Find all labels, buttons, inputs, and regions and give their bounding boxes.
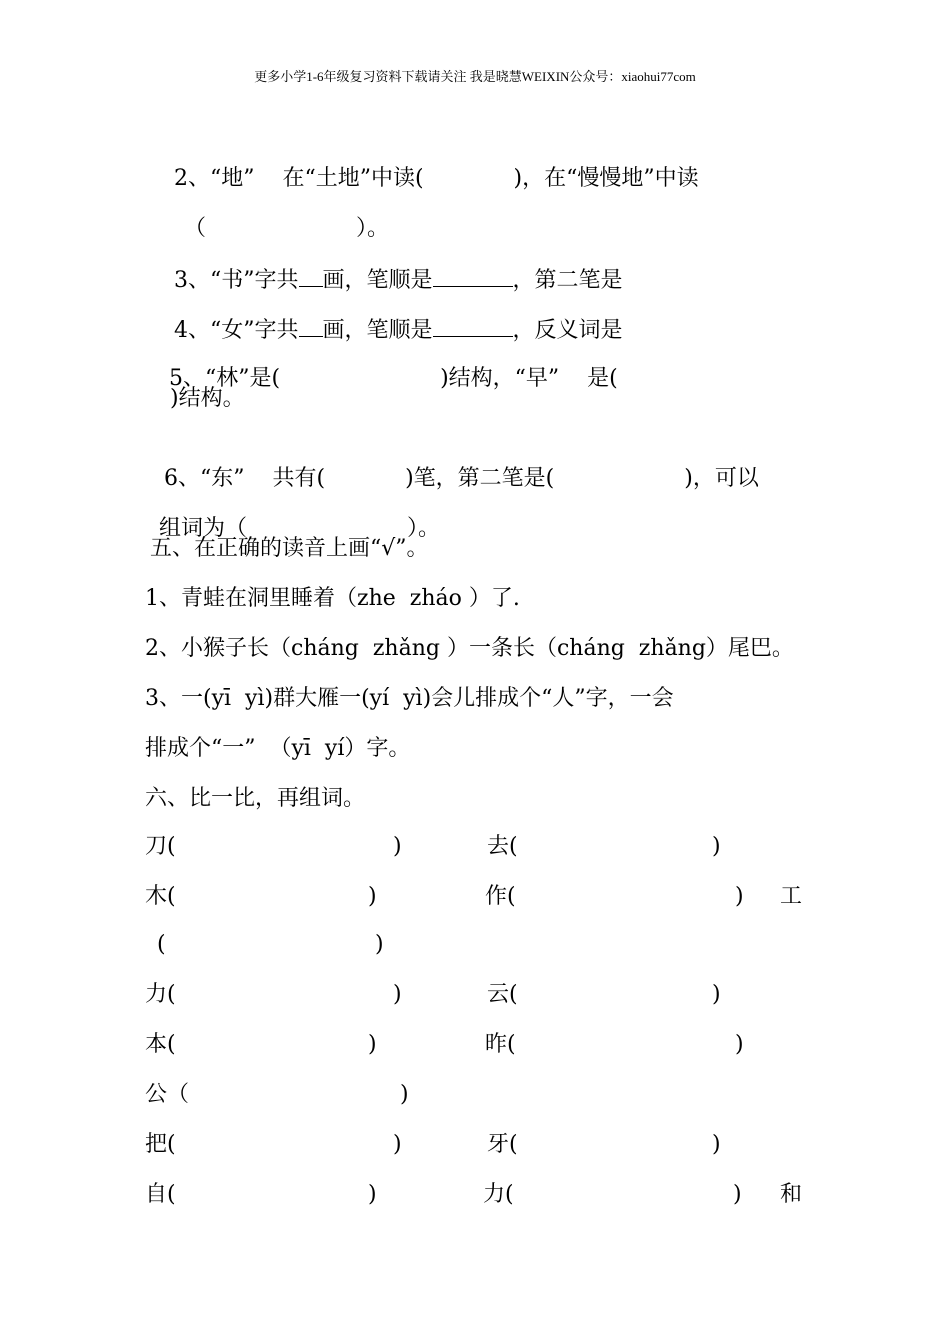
paren-close: ): [375, 932, 384, 957]
paren-close: ): [733, 1182, 742, 1207]
section-5-title: 五、在正确的读音上画“√”。: [150, 536, 429, 561]
paren-close: ): [393, 1132, 402, 1157]
paren-close: ）。: [356, 216, 390, 241]
word-item: 力(: [145, 982, 176, 1007]
word-item: 和: [780, 1182, 803, 1207]
question-3-text-b: 画，笔顺是: [322, 268, 433, 293]
paren-close: ): [712, 982, 721, 1007]
question-3-text-a: 3、“书”字共: [174, 268, 299, 293]
section-5-question-2: 2、小猴子长（cháng zhǎng ）一条长（cháng zhǎng）尾巴。: [145, 636, 794, 661]
paren-open: （: [184, 216, 207, 241]
question-3-text-c: ，第二笔是: [512, 268, 623, 293]
word-item: 工: [780, 884, 803, 909]
question-4-text-a: 4、“女”字共: [174, 318, 299, 343]
word-item: 昨(: [485, 1032, 516, 1057]
paren-close: ): [712, 834, 721, 859]
question-6-text-c: )，可以: [684, 466, 759, 491]
word-item: 公（: [145, 1082, 190, 1107]
section-5-question-3-line-2: 排成个“一” （yī yí）字。: [145, 736, 411, 761]
word-item: 木(: [145, 884, 176, 909]
page-header: 更多小学1-6年级复习资料下载请关注 我是晓慧WEIXIN公众号：xiaohui77com: [254, 69, 696, 84]
section-5-question-3-line-1: 3、一(yī yì)群大雁一(yí yì)会儿排成个“人”字，一会: [145, 686, 674, 711]
word-item: 本(: [145, 1032, 176, 1057]
question-4-text-b: 画，笔顺是: [322, 318, 433, 343]
paren-close: ): [400, 1082, 409, 1107]
section-5-question-1: 1、青蛙在洞里睡着（zhe zháo ）了.: [145, 586, 520, 611]
question-5-text-a: 5、“林”是(: [169, 366, 281, 391]
question-2-text-a: 2、“地” 在“土地”中读(: [174, 166, 424, 191]
paren-close: ): [368, 884, 377, 909]
question-6-text-b: )笔，第二笔是(: [405, 466, 555, 491]
question-2-text-b: )，在“慢慢地”中读: [513, 166, 699, 191]
word-item: 云(: [487, 982, 518, 1007]
word-item: 去(: [487, 834, 518, 859]
word-item: 作(: [485, 884, 516, 909]
paren-close: ): [735, 884, 744, 909]
paren-close: ): [712, 1132, 721, 1157]
paren-close: ): [735, 1032, 744, 1057]
word-item: 自(: [145, 1182, 176, 1207]
word-item: 牙(: [487, 1132, 518, 1157]
paren-open: (: [157, 932, 166, 957]
word-item: 力(: [483, 1182, 514, 1207]
paren-close: ): [393, 834, 402, 859]
question-6-text-d: 组词为（: [159, 516, 248, 541]
question-6-text-a: 6、“东” 共有(: [164, 466, 326, 491]
paren-close: ): [368, 1182, 377, 1207]
question-6-text-e: ）。: [407, 516, 441, 541]
question-5-text-b: )结构，“早” 是(: [440, 366, 618, 391]
section-6-title: 六、比一比，再组词。: [145, 786, 366, 811]
paren-close: ): [368, 1032, 377, 1057]
paren-close: ): [393, 982, 402, 1007]
word-item: 刀(: [145, 834, 176, 859]
question-4-text-c: ，反义词是: [512, 318, 623, 343]
word-item: 把(: [145, 1132, 176, 1157]
question-5-line-2: )结构。: [170, 386, 245, 411]
